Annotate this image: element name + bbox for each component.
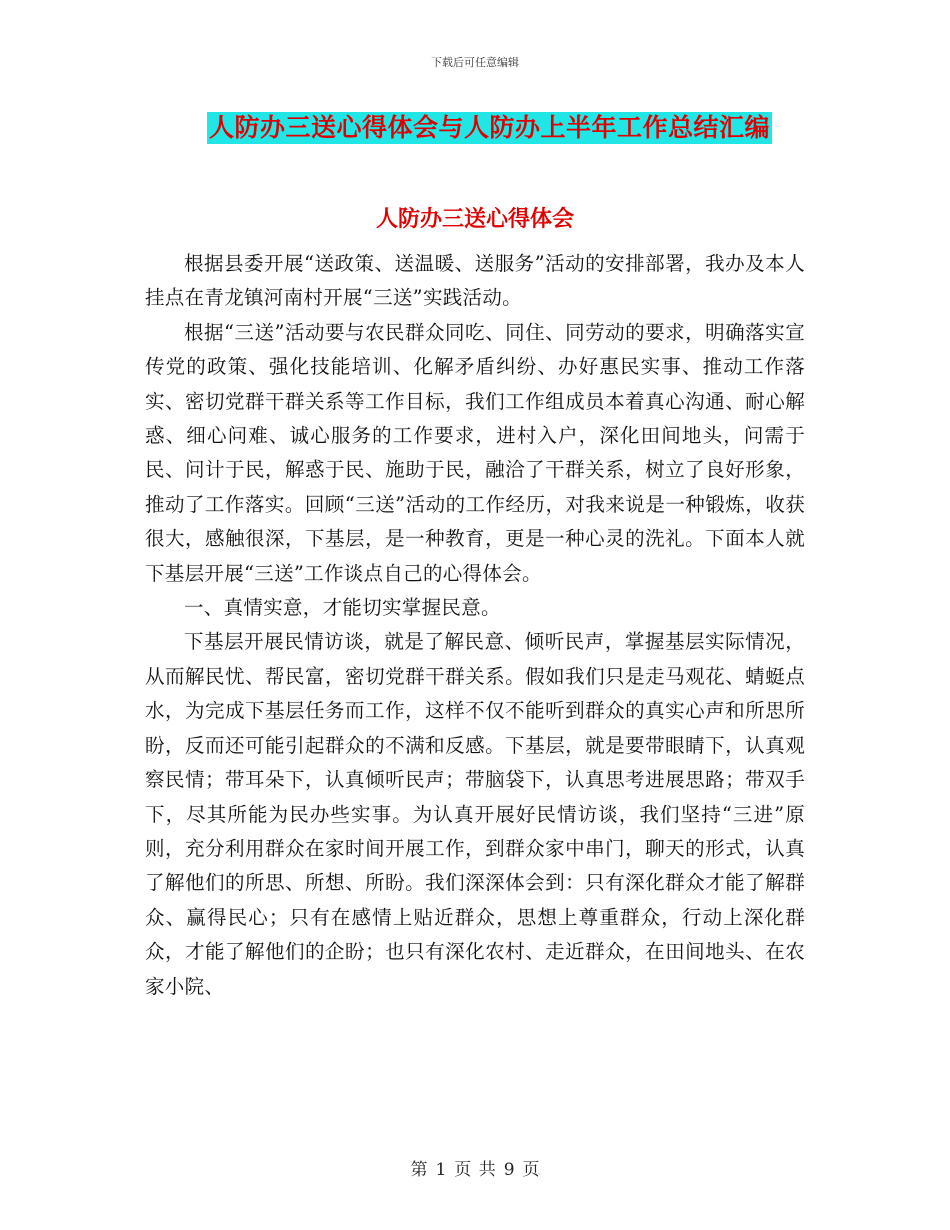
- document-title: 人防办三送心得体会与人防办上半年工作总结汇编: [209, 113, 771, 142]
- footer-total-pages: 9: [503, 1160, 515, 1180]
- paragraph-heading-one: 一、真情实意，才能切实掌握民意。: [184, 596, 501, 620]
- paragraph-goals: 根据“三送”活动要与农民群众同吃、同住、同劳动的要求，明确落实宣传党的政策、强化技能培训、化解矛盾纠纷、办好惠民实事、推动工作落实、密切党群干群关系等工作目标，我们工作组成员本着真心沟通、耐心解惑、细心问难、诚心服务的工作要求，进村入户，深化田间地头，问需于民、问计于民，解惑于民、施助于民，融洽了干群关系，树立了良好形象，推动了工作落实。回顾“三送”活动的工作经历，对我来说是一种锻炼，收获很大，感触很深，下基层，是一种教育，更是一种心灵的洗礼。下面本人就下基层开展“三送”工作谈点自己的心得体会。: [145, 320, 805, 585]
- header-note: 下载后可任意编辑: [431, 56, 519, 69]
- paragraph-intro: 根据县委开展“送政策、送温暖、送服务”活动的安排部署，我办及本人挂点在青龙镇河南村开展“三送”实践活动。: [145, 252, 805, 310]
- paragraph-visits: 下基层开展民情访谈，就是了解民意、倾听民声，掌握基层实际情况，从而解民忧、帮民富，密切党群干群关系。假如我们只是走马观花、蜻蜓点水，为完成下基层任务而工作，这样不仅不能听到群众的真实心声和所思所盼，反而还可能引起群众的不满和反感。下基层，就是要带眼睛下，认真观察民情；带耳朵下，认真倾听民声；带脑袋下，认真思考进展思路；带双手下，尽其所能为民办些实事。为认真开展好民情访谈，我们坚持“三进”原则，充分利用群众在家时间开展工作，到群众家中串门，聊天的形式，认真了解他们的所思、所想、所盼。我们深深体会到：只有深化群众才能了解群众、赢得民心；只有在感情上贴近群众，思想上尊重群众，行动上深化群众，才能了解他们的企盼；也只有深化农村、走近群众，在田间地头、在农家小院、: [145, 630, 805, 998]
- page-footer: [0, 1155, 950, 1180]
- footer-prefix: 第: [410, 1160, 428, 1180]
- footer-page-number: 1: [435, 1160, 447, 1180]
- section-title: 人防办三送心得体会: [375, 207, 574, 232]
- document-body: [145, 247, 805, 1004]
- footer-suffix: 页: [522, 1160, 540, 1180]
- footer-mid: 页 共: [454, 1160, 496, 1180]
